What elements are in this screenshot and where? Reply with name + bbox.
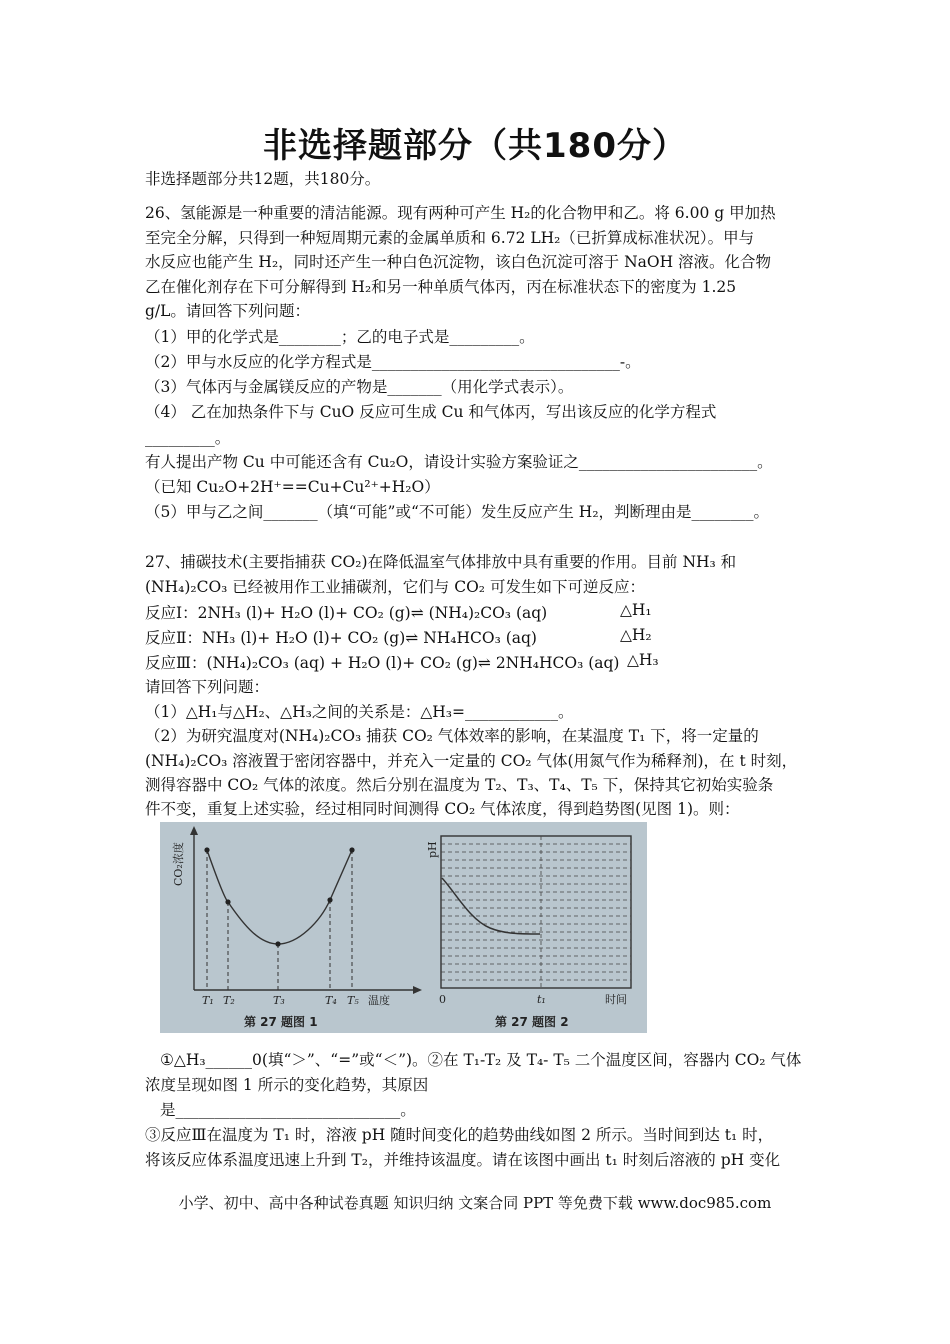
reaction-3: 反应Ⅲ：(NH₄)₂CO₃ (aq) + H₂O (l)+ CO₂ (g)⇌ 2NH₄HCO₃ (aq) xyxy=(145,654,620,672)
fig1-x-unit: 温度 xyxy=(368,994,390,1007)
fig1-caption: 第 27 题图 1 xyxy=(244,1015,318,1029)
section-intro: 非选择题部分共12题，共180分。 xyxy=(145,170,381,188)
q27-sub-2-d: 件不变，重复上述实验，经过相同时间测得 CO₂ 气体浓度，得到趋势图(见图 1)。则： xyxy=(145,800,740,818)
q27-sub-1: （1）△H₁与△H₂、△H₃之间的关系是：△H₃=____________。 xyxy=(145,703,574,721)
q27-sub-2-b: (NH₄)₂CO₃ 溶液置于密闭容器中，并充入一定量的 CO₂ 气体(用氮气作为稀释剂)，在 t 时刻， xyxy=(145,752,798,770)
q26-sub-4-cu2o: 有人提出产物 Cu 中可能还含有 Cu₂O，请设计实验方案验证之_______________________。 xyxy=(145,453,773,471)
reaction-2-enthalpy: △H₂ xyxy=(620,626,652,644)
q27-sub-2-h: ③反应Ⅲ在温度为 T₁ 时，溶液 pH 随时间变化的趋势曲线如图 2 所示。当时间到达 t₁ 时， xyxy=(145,1126,774,1144)
fig2-ph-curve xyxy=(442,878,540,934)
q26-line-3: 水反应也能产生 H₂，同时还产生一种白色沉淀物，该白色沉淀可溶于 NaOH 溶液。化合物 xyxy=(145,253,772,271)
q26-sub-4-blank: _________。 xyxy=(145,429,231,447)
fig1-tick-t3: T₃ xyxy=(273,994,285,1007)
fig1-tick-t4: T₄ xyxy=(325,994,337,1007)
q26-sub-4: （4） 乙在加热条件下与 CuO 反应可生成 Cu 和气体丙，写出该反应的化学方程式 xyxy=(145,403,717,421)
q27-ask: 请回答下列问题： xyxy=(145,678,270,696)
q26-sub-4-known: （已知 Cu₂O+2H⁺==Cu+Cu²⁺+H₂O） xyxy=(145,478,440,496)
fig1-point-t5 xyxy=(349,847,354,852)
q26-sub-5: （5）甲与乙之间_______（填“可能”或“不可能）发生反应产生 H₂，判断理由是________。 xyxy=(145,503,770,521)
fig2-tick-t1: t₁ xyxy=(537,993,546,1006)
fig1-point-t1 xyxy=(204,847,209,852)
q27-sub-2-a: （2）为研究温度对(NH₄)₂CO₃ 捕获 CO₂ 气体效率的影响，在某温度 T₁ 下，将一定量的 xyxy=(145,727,759,745)
q27-sub-2-e: ①△H₃______0(填“＞”、“=”或“＜”)。②在 T₁-T₂ 及 T₄- T₅ 二个温度区间，容器内 CO₂ 气体 xyxy=(160,1051,802,1069)
fig2-y-label: pH xyxy=(426,841,439,858)
reaction-2: 反应Ⅱ：NH₃ (l)+ H₂O (l)+ CO₂ (g)⇌ NH₄HCO₃ (aq) xyxy=(145,629,537,647)
fig2-x-unit: 时间 xyxy=(605,993,627,1006)
q26-line-2: 至完全分解，只得到一种短周期元素的金属单质和 6.72 LH₂（已折算成标准状况）。甲与 xyxy=(145,229,755,247)
fig1-y-arrow xyxy=(190,826,198,835)
fig1-tick-t1: T₁ xyxy=(202,994,214,1007)
reaction-1: 反应Ⅰ：2NH₃ (l)+ H₂O (l)+ CO₂ (g)⇌ (NH₄)₂CO₃ (aq) xyxy=(145,604,548,622)
q27-sub-2-g: 是_____________________________。 xyxy=(160,1101,416,1119)
q26-sub-2: （2）甲与水反应的化学方程式是________________________________-。 xyxy=(145,353,641,371)
figure-1 xyxy=(171,826,422,1029)
reaction-1-enthalpy: △H₁ xyxy=(620,601,652,619)
page-title: 非选择题部分（共180分） xyxy=(263,126,687,166)
fig1-tick-t2: T₂ xyxy=(223,994,235,1007)
fig1-y-label: CO₂浓度 xyxy=(172,842,185,886)
q27-sub-2-f: 浓度呈现如图 1 所示的变化趋势，其原因 xyxy=(145,1076,429,1094)
q27-line-1: 27、捕碳技术(主要指捕获 CO₂)在降低温室气体排放中具有重要的作用。目前 NH₃ 和 xyxy=(145,553,737,571)
fig1-x-arrow xyxy=(413,986,422,994)
q27-line-2: (NH₄)₂CO₃ 已经被用作工业捕碳剂，它们与 CO₂ 可发生如下可逆反应： xyxy=(145,578,645,596)
fig2-caption: 第 27 题图 2 xyxy=(495,1015,569,1029)
fig2-origin: 0 xyxy=(439,993,446,1006)
fig1-point-t3 xyxy=(275,941,280,946)
q26-line-5: g/L。请回答下列问题： xyxy=(145,302,310,320)
fig1-point-t4 xyxy=(327,897,332,902)
q27-sub-2-i: 将该反应体系温度迅速上升到 T₂，并维持该温度。请在该图中画出 t₁ 时刻后溶液的 pH 变化 xyxy=(145,1151,781,1169)
q27-sub-2-c: 测得容器中 CO₂ 气体的浓度。然后分别在温度为 T₂、T₃、T₄、T₅ 下，保持其它初始实验条 xyxy=(145,776,774,794)
q26-line-4: 乙在催化剂存在下可分解得到 H₂和另一种单质气体丙，丙在标准状态下的密度为 1.25 xyxy=(145,278,737,296)
reaction-3-enthalpy: △H₃ xyxy=(627,651,659,669)
fig1-tick-t5: T₅ xyxy=(347,994,359,1007)
figure-2 xyxy=(426,836,631,1029)
fig1-point-t2 xyxy=(225,899,230,904)
q26-sub-1: （1）甲的化学式是________；乙的电子式是_________。 xyxy=(145,328,535,346)
page-footer: 小学、初中、高中各种试卷真题 知识归纳 文案合同 PPT 等免费下载 www.doc985.com xyxy=(178,1194,772,1212)
figures-svg xyxy=(160,822,647,1033)
figures-photo xyxy=(160,822,647,1033)
q26-line-1: 26、氢能源是一种重要的清洁能源。现有两种可产生 H₂的化合物甲和乙。将 6.00 g 甲加热 xyxy=(145,204,776,222)
q26-sub-3: （3）气体丙与金属镁反应的产物是_______（用化学式表示）。 xyxy=(145,378,574,396)
